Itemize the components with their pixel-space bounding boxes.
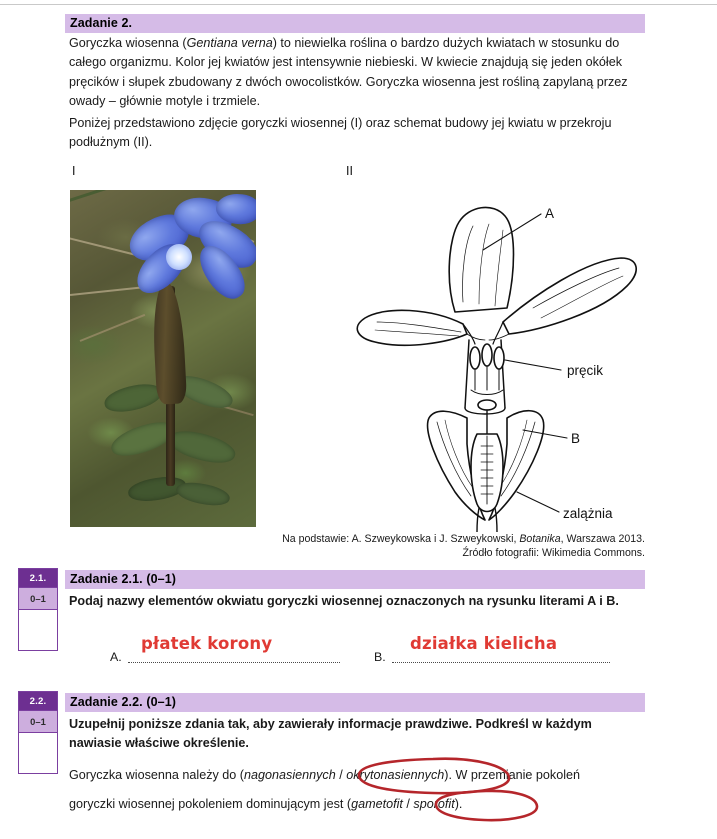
- diagram-label-b: B: [571, 431, 581, 446]
- sentence-1-prefix: Goryczka wiosenna należy do (: [69, 768, 244, 782]
- answer-a-handwritten: płatek korony: [141, 634, 273, 653]
- score-box-2-1-input[interactable]: [19, 609, 57, 650]
- sentence-2-suffix: ).: [454, 797, 463, 811]
- task-2-1-instruction: Podaj nazwy elementów okwiatu goryczki wiosennej oznaczonych na rysunku literami A i B.: [69, 594, 619, 608]
- score-box-2-2-number: 2.2.: [19, 692, 57, 710]
- answer-a-line[interactable]: [128, 662, 340, 663]
- sentence-1-separator: /: [335, 768, 347, 782]
- score-box-2-2[interactable]: [18, 691, 58, 774]
- sentence-2-prefix: goryczki wiosennej pokoleniem dominującym jest (: [69, 797, 352, 811]
- source-suffix: , Warszawa 2013.: [560, 533, 645, 545]
- task-2-paragraph-1: Goryczka wiosenna (Gentiana verna) to niewielka roślina o bardzo dużych kwiatach w stosunku do całego organizmu. Kolor jej kwiatów jest intensywnie niebieski. W kwiecie znajdują się jeden okółek pręcików i słupek zbudowany z dwóch owocolistków. Goryczka wiosenna jest rośliną zapylaną przez owady – głównie motyle i trzmiele.: [69, 36, 628, 108]
- sentence-1-option-nagonasiennych[interactable]: nagonasiennych: [244, 768, 336, 782]
- answer-b-letter: B.: [374, 650, 386, 664]
- photo-corolla-center: [166, 244, 192, 270]
- task-2-2-header-band: [65, 693, 645, 712]
- flower-diagram-svg: [345, 182, 665, 532]
- sentence-2-option-sporofit[interactable]: sporofit: [413, 797, 455, 811]
- score-box-2-1-range: 0–1: [19, 587, 57, 609]
- diagram-label-precik: pręcik: [567, 363, 604, 378]
- sentence-2-option-gametofit[interactable]: gametofit: [351, 797, 403, 811]
- score-box-2-2-range: 0–1: [19, 710, 57, 732]
- flower-longitudinal-section-diagram: [345, 182, 665, 532]
- task-2-paragraph-2: Poniżej przedstawiono zdjęcie goryczki wiosennej (I) oraz schemat budowy jej kwiatu w przekroju podłużnym (II).: [69, 116, 612, 150]
- score-box-2-1[interactable]: [18, 568, 58, 651]
- score-box-2-2-input[interactable]: [19, 732, 57, 773]
- source-line-2: Źródło fotografii: Wikimedia Commons.: [462, 547, 645, 559]
- task-2-1-header-label: Zadanie 2.1. (0–1): [70, 572, 177, 586]
- source-line-1: [282, 533, 645, 545]
- sentence-2-separator: /: [402, 797, 414, 811]
- answer-b-handwritten: działka kielicha: [410, 634, 558, 653]
- task-2-2-instruction: Uzupełnij poniższe zdania tak, aby zawierały informacje prawdziwe. Podkreśl w każdym nawiasie właściwe określenie.: [69, 717, 592, 751]
- source-book-title: Botanika: [519, 533, 561, 545]
- answer-b-line[interactable]: [392, 662, 610, 663]
- answer-a-letter: A.: [110, 650, 122, 664]
- figure-1-label: I: [72, 164, 76, 178]
- score-box-2-1-number: 2.1.: [19, 569, 57, 587]
- task-2-2-sentence-1: [69, 766, 659, 785]
- task-2-2-sentence-2: [69, 795, 659, 814]
- page-top-divider: [0, 4, 717, 5]
- diagram-label-a: A: [545, 206, 555, 221]
- task-2-2-header-label: Zadanie 2.2. (0–1): [70, 695, 177, 709]
- task-2-header-label: Zadanie 2.: [70, 16, 133, 30]
- figure-2-label: II: [346, 164, 353, 178]
- source-prefix: Na podstawie: A. Szweykowska i J. Szweykowski,: [282, 533, 520, 545]
- task-2-header-band: [65, 14, 645, 33]
- sentence-1-suffix: ). W przemianie pokoleń: [444, 768, 581, 782]
- species-latin-name: Gentiana verna: [186, 36, 273, 50]
- task-2-1-header-band: [65, 570, 645, 589]
- diagram-label-zalaznia: zalążnia: [563, 506, 613, 521]
- gentian-photograph: [70, 190, 256, 527]
- sentence-1-option-okrytonasiennych[interactable]: okrytonasiennych: [346, 768, 445, 782]
